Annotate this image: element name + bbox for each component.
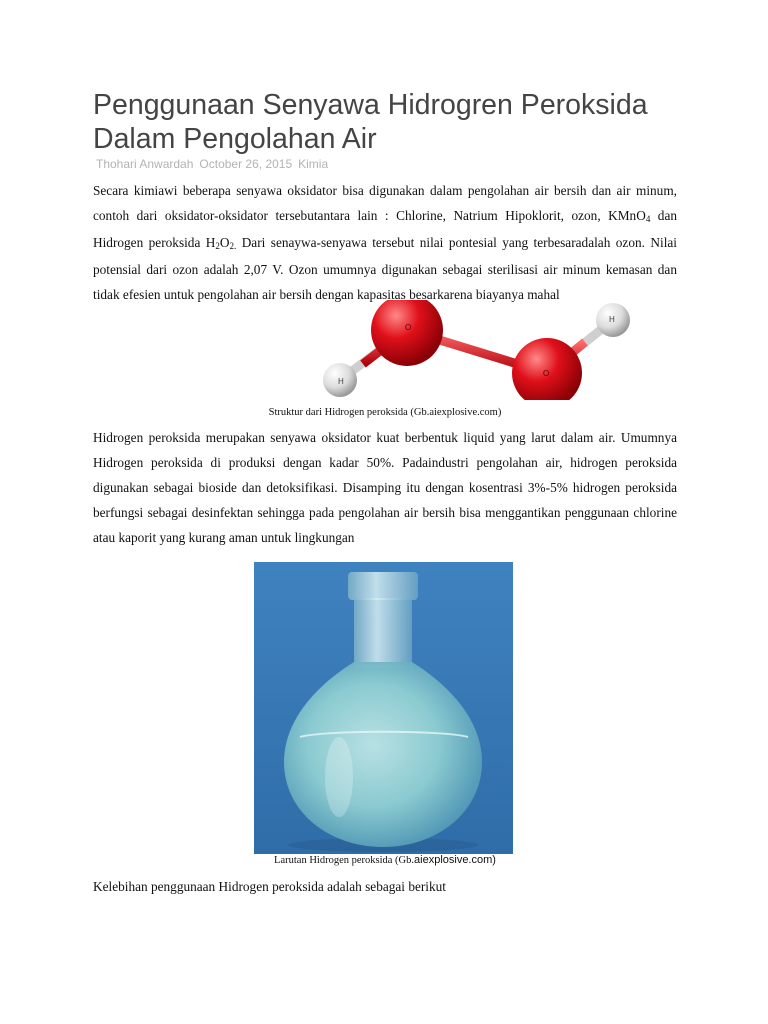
page-title bbox=[93, 88, 693, 156]
subscript: 4 bbox=[645, 214, 651, 224]
subscript: 2 bbox=[215, 241, 220, 251]
figure-caption: Struktur dari Hidrogen peroksida (Gb.aiexplosive.com) bbox=[268, 407, 502, 418]
paragraph-intro bbox=[93, 178, 677, 307]
paragraph-properties: Hidrogen peroksida merupakan senyawa oksidator kuat berbentuk liquid yang larut dalam air. Umumnya Hidrogen peroksida di produksi dengan kadar 50%. Padaindustri pengolahan air, hidrogen peroksida digunakan sebagai bioside dan detoksifikasi. Disamping itu dengan kosentrasi 3%-5% hidrogen peroksida berfungsi sebagai desinfektan sehingga pada pengolahan air bersih bisa menggantikan penggunaan chlorine atau kaporit yang kurang aman untuk lingkungan bbox=[93, 430, 677, 545]
atom-label: H bbox=[338, 377, 344, 386]
caption-text: Larutan Hidrogen peroksida (Gb. bbox=[274, 855, 415, 866]
paragraph-intro-text-a: Secara kimiawi beberapa senyawa oksidator bisa digunakan dalam pengolahan air bersih dan air minum, contoh dari oksidator-oksidator tersebutantara lain : Chlorine, Natrium Hipoklorit, ozon, KMnO bbox=[93, 183, 677, 223]
post-meta bbox=[96, 157, 334, 171]
paragraph-intro-text-d: Dari senaywa-senyawa tersebut nilai pontesial yang terbesaradalah ozon. Nilai potensial dari ozon adalah 2,07 V. Ozon umumnya digunakan sebagai sterilisasi air minum kemasan dan tidak efesien untuk pengolahan air bersih dengan kapasitas besarkarena biayanya mahal bbox=[93, 235, 677, 302]
paragraph-intro-text-b: dan Hidrogen peroksida H bbox=[93, 208, 677, 250]
paragraph-intro-text-c: O bbox=[219, 235, 230, 250]
atom-label: O bbox=[405, 323, 412, 332]
oxygen-atom bbox=[371, 300, 443, 366]
category-link[interactable]: Kimia bbox=[298, 157, 329, 171]
subscript: 2. bbox=[229, 241, 237, 251]
atom-label: H bbox=[609, 315, 615, 324]
figure-caption bbox=[93, 854, 677, 866]
atom-label: O bbox=[543, 369, 550, 378]
paragraph-advantages: Kelebihan penggunaan Hidrogen peroksida adalah sebagai berikut bbox=[93, 879, 446, 894]
caption-source: aiexplosive.com) bbox=[414, 854, 496, 866]
title-line-1: Penggunaan Senyawa Hidrogren Peroksida bbox=[93, 89, 648, 121]
flask-photo bbox=[254, 562, 513, 854]
title-line-2: Dalam Pengolahan Air bbox=[93, 123, 377, 155]
author-link[interactable]: Thohari Anwardah bbox=[96, 157, 194, 171]
h2o2-molecule-image bbox=[323, 300, 643, 400]
post-date[interactable]: October 26, 2015 bbox=[199, 157, 293, 171]
